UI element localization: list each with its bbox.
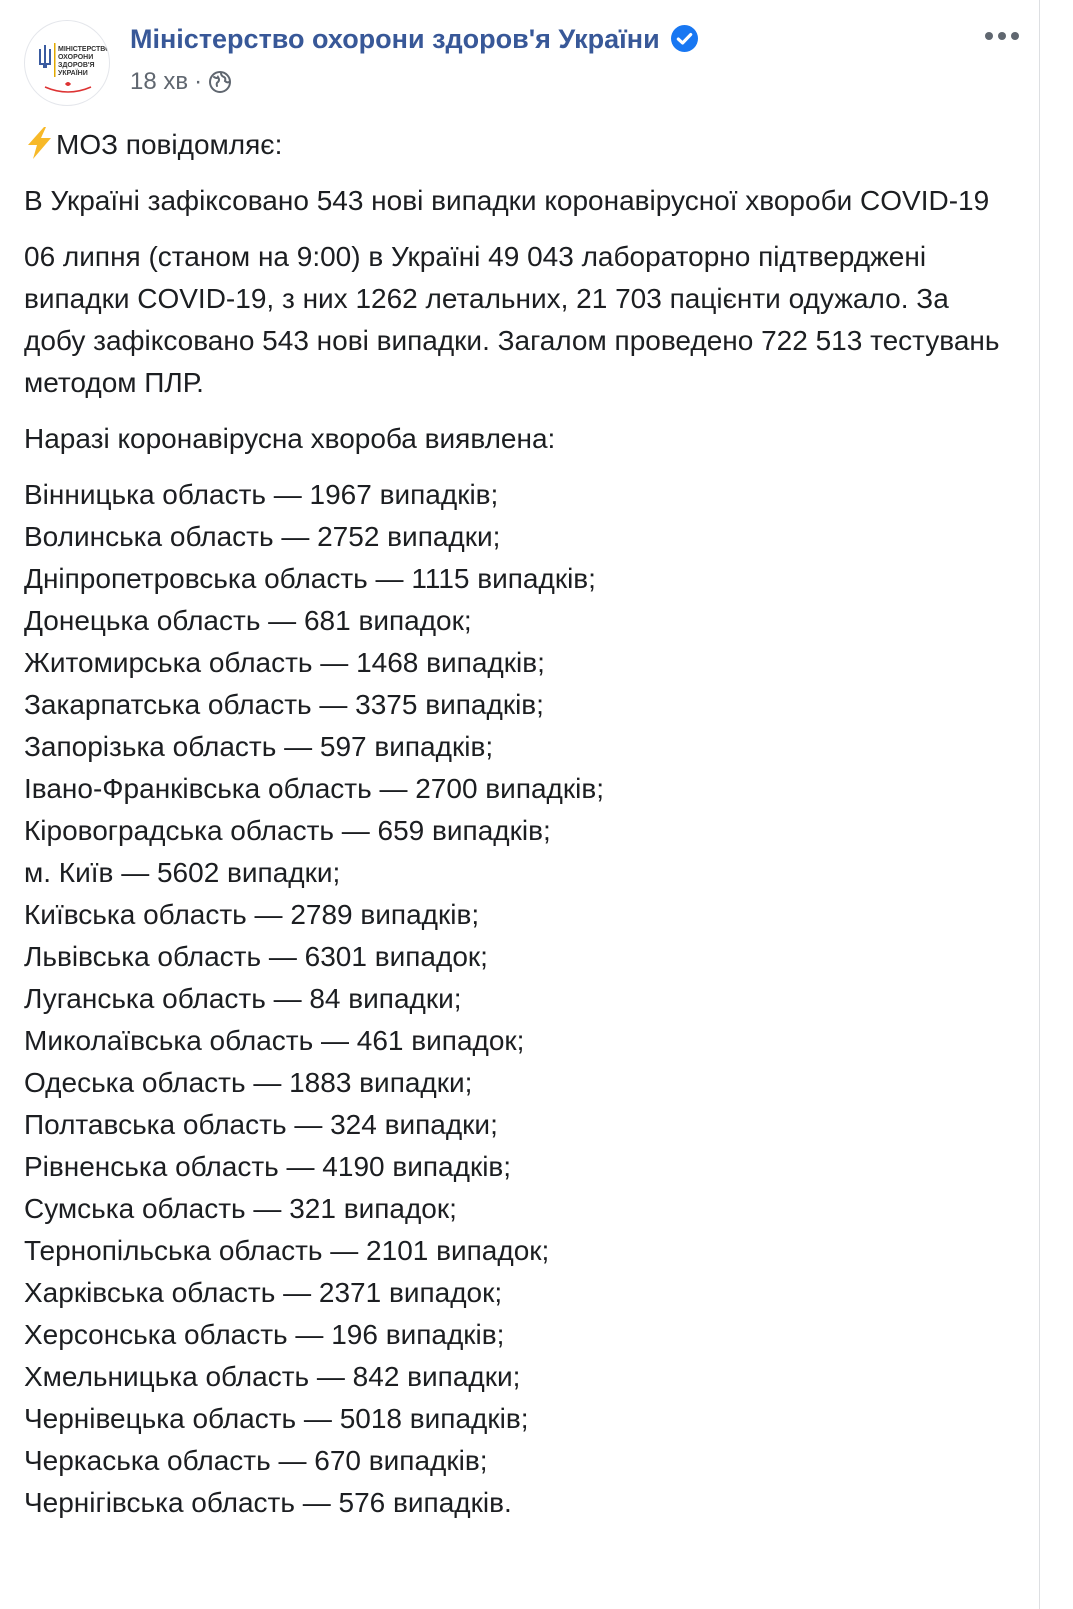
more-options-button[interactable] — [980, 22, 1024, 54]
post-timestamp[interactable]: 18 хв — [130, 68, 189, 95]
region-case-item: Кіровоградська область — 659 випадків; — [24, 815, 551, 846]
page-name-text: Міністерство охорони здоров'я України — [130, 24, 660, 54]
region-case-item: Житомирська область — 1468 випадків; — [24, 647, 545, 678]
post-headline: МОЗ повідомляє: — [56, 129, 283, 160]
region-case-item: Чернігівська область — 576 випадків. — [24, 1487, 512, 1518]
region-case-item: Рівненська область — 4190 випадків; — [24, 1151, 512, 1182]
region-case-item: Чернівецька область — 5018 випадків; — [24, 1403, 529, 1434]
region-case-list — [24, 474, 1014, 1524]
page-avatar[interactable] — [24, 20, 110, 106]
page-name-link[interactable] — [130, 24, 698, 55]
region-case-item: Волинська область — 2752 випадки; — [24, 521, 501, 552]
region-case-item: Миколаївська область — 461 випадок; — [24, 1025, 525, 1056]
post-header — [24, 20, 1024, 100]
region-case-item: Запорізька область — 597 випадків; — [24, 731, 494, 762]
region-case-item: Харківська область — 2371 випадок; — [24, 1277, 503, 1308]
more-options-icon — [980, 22, 1024, 54]
region-case-item: Херсонська область — 196 випадків; — [24, 1319, 505, 1350]
region-case-item: Івано-Франківська область — 2700 випадків; — [24, 773, 605, 804]
post-paragraph-1: В Україні зафіксовано 543 нові випадки коронавірусної хвороби COVID-19 — [24, 185, 990, 216]
avatar-line-2: ОХОРОНИ — [58, 54, 94, 61]
verified-badge-icon — [671, 25, 698, 52]
region-case-item: Луганська область — 84 випадки; — [24, 983, 462, 1014]
globe-icon[interactable] — [208, 70, 232, 94]
region-case-item: Дніпропетровська область — 1115 випадків; — [24, 563, 596, 594]
region-case-item: Закарпатська область — 3375 випадків; — [24, 689, 544, 720]
post-paragraph-3: Наразі коронавірусна хвороба виявлена: — [24, 423, 556, 454]
avatar-line-3: ЗДОРОВ'Я — [58, 62, 95, 69]
region-case-item: Донецька область — 681 випадок; — [24, 605, 472, 636]
avatar-line-4: УКРАЇНИ — [58, 70, 88, 77]
region-case-item: м. Київ — 5602 випадки; — [24, 857, 341, 888]
post-content — [24, 124, 1014, 1524]
region-case-item: Черкаська область — 670 випадків; — [24, 1445, 488, 1476]
region-case-item: Одеська область — 1883 випадки; — [24, 1067, 473, 1098]
region-case-item: Полтавська область — 324 випадки; — [24, 1109, 498, 1140]
meta-separator: · — [194, 68, 203, 95]
region-case-item: Сумська область — 321 випадок; — [24, 1193, 457, 1224]
lightning-icon — [24, 126, 54, 160]
region-case-item: Хмельницька область — 842 випадки; — [24, 1361, 521, 1392]
post-meta — [130, 68, 232, 96]
region-case-item: Львівська область — 6301 випадок; — [24, 941, 488, 972]
post-paragraph-2: 06 липня (станом на 9:00) в Україні 49 043 лабораторно підтверджені випадки COVID-19, з них 1262 летальних, 21 703 пацієнти одужало. За добу зафіксовано 543 нові випадки. Загалом проведено 722 513 тестувань методом ПЛР. — [24, 241, 1000, 398]
region-case-item: Тернопільська область — 2101 випадок; — [24, 1235, 550, 1266]
post-headline-row — [24, 124, 1014, 166]
avatar-line-1: МІНІСТЕРСТВО — [58, 46, 111, 53]
moz-logo-icon — [25, 21, 110, 106]
region-case-item: Вінницька область — 1967 випадків; — [24, 479, 499, 510]
region-case-item: Київська область — 2789 випадків; — [24, 899, 480, 930]
